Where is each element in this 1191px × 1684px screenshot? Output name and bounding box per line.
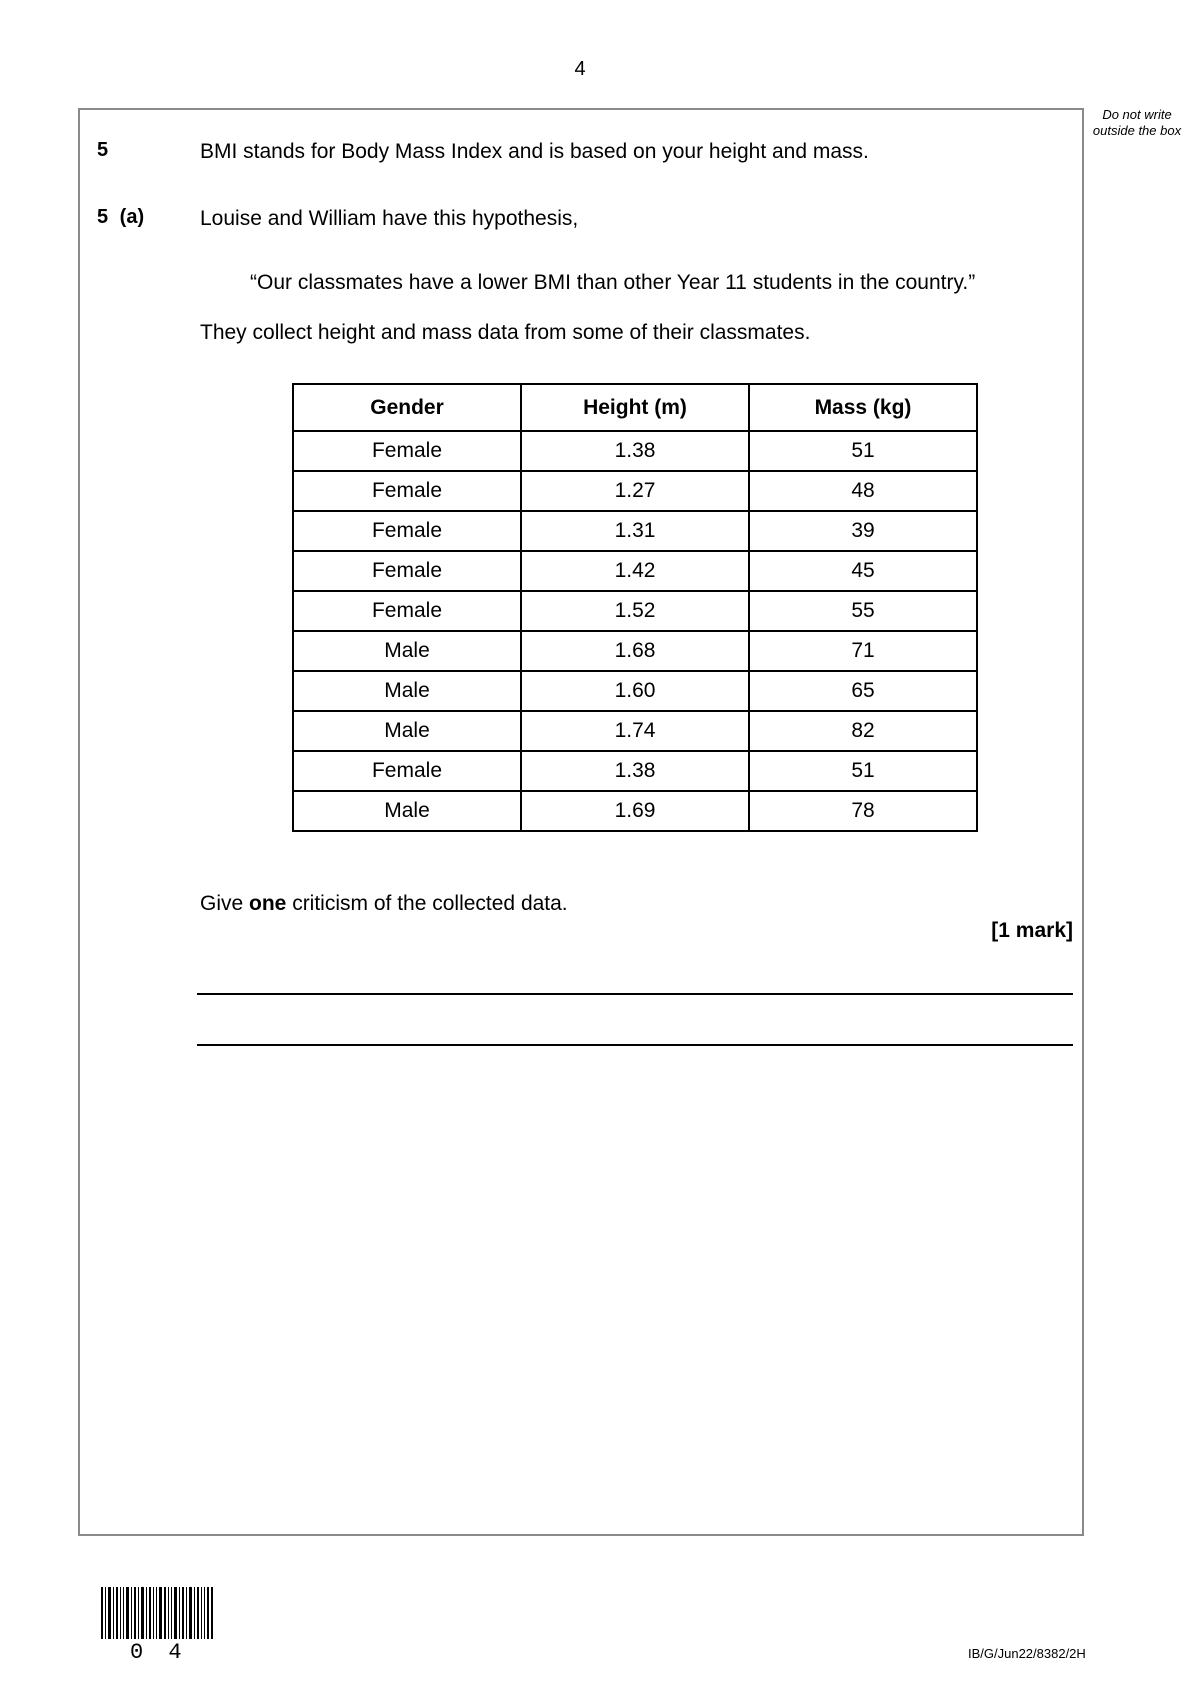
table-row xyxy=(293,551,977,591)
table-row xyxy=(293,671,977,711)
cell-height: 1.42 xyxy=(521,551,749,591)
answer-line-2[interactable] xyxy=(197,1044,1073,1046)
cell-mass: 48 xyxy=(749,471,977,511)
cell-mass: 82 xyxy=(749,711,977,751)
barcode-image xyxy=(101,1587,213,1639)
cell-gender: Male xyxy=(293,671,521,711)
table-header-row xyxy=(293,384,977,431)
cell-gender: Male xyxy=(293,791,521,831)
cell-height: 1.27 xyxy=(521,471,749,511)
page-number: 4 xyxy=(574,58,586,80)
table-row xyxy=(293,471,977,511)
cell-height: 1.60 xyxy=(521,671,749,711)
cell-mass: 39 xyxy=(749,511,977,551)
margin-note: Do not write outside the box xyxy=(1092,107,1182,138)
prompt-emphasis: one xyxy=(249,892,287,915)
header-height: Height (m) xyxy=(521,384,749,431)
table-row xyxy=(293,791,977,831)
cell-gender: Male xyxy=(293,711,521,751)
part-a-text: Louise and William have this hypothesis, xyxy=(200,207,579,230)
table-row xyxy=(293,591,977,631)
data-collection-text: They collect height and mass data from some of their classmates. xyxy=(200,321,811,344)
header-mass: Mass (kg) xyxy=(749,384,977,431)
cell-height: 1.69 xyxy=(521,791,749,831)
cell-height: 1.31 xyxy=(521,511,749,551)
cell-mass: 51 xyxy=(749,751,977,791)
barcode-digits: 0 4 xyxy=(130,1640,188,1665)
cell-height: 1.38 xyxy=(521,431,749,471)
question-part-label: 5 (a) xyxy=(97,206,145,228)
cell-mass: 65 xyxy=(749,671,977,711)
question-intro: BMI stands for Body Mass Index and is based on your height and mass. xyxy=(200,140,869,163)
answer-line-1[interactable] xyxy=(197,993,1073,995)
marks-label: [1 mark] xyxy=(991,919,1073,942)
cell-height: 1.68 xyxy=(521,631,749,671)
prompt-start: Give xyxy=(200,892,250,915)
cell-gender: Female xyxy=(293,591,521,631)
cell-height: 1.74 xyxy=(521,711,749,751)
cell-gender: Female xyxy=(293,471,521,511)
cell-mass: 51 xyxy=(749,431,977,471)
paper-reference: IB/G/Jun22/8382/2H xyxy=(968,1646,1086,1661)
criticism-prompt xyxy=(200,891,568,917)
data-table xyxy=(292,383,978,832)
cell-mass: 55 xyxy=(749,591,977,631)
table-row xyxy=(293,751,977,791)
table-row xyxy=(293,431,977,471)
hypothesis-quote: “Our classmates have a lower BMI than other Year 11 students in the country.” xyxy=(250,271,976,294)
cell-gender: Female xyxy=(293,431,521,471)
cell-height: 1.52 xyxy=(521,591,749,631)
cell-mass: 78 xyxy=(749,791,977,831)
cell-height: 1.38 xyxy=(521,751,749,791)
question-number: 5 xyxy=(97,139,109,161)
table-row xyxy=(293,711,977,751)
cell-gender: Female xyxy=(293,551,521,591)
cell-mass: 71 xyxy=(749,631,977,671)
cell-gender: Female xyxy=(293,751,521,791)
table-row xyxy=(293,631,977,671)
cell-gender: Female xyxy=(293,511,521,551)
cell-gender: Male xyxy=(293,631,521,671)
prompt-end: criticism of the collected data. xyxy=(286,892,568,915)
cell-mass: 45 xyxy=(749,551,977,591)
table-row xyxy=(293,511,977,551)
header-gender: Gender xyxy=(293,384,521,431)
